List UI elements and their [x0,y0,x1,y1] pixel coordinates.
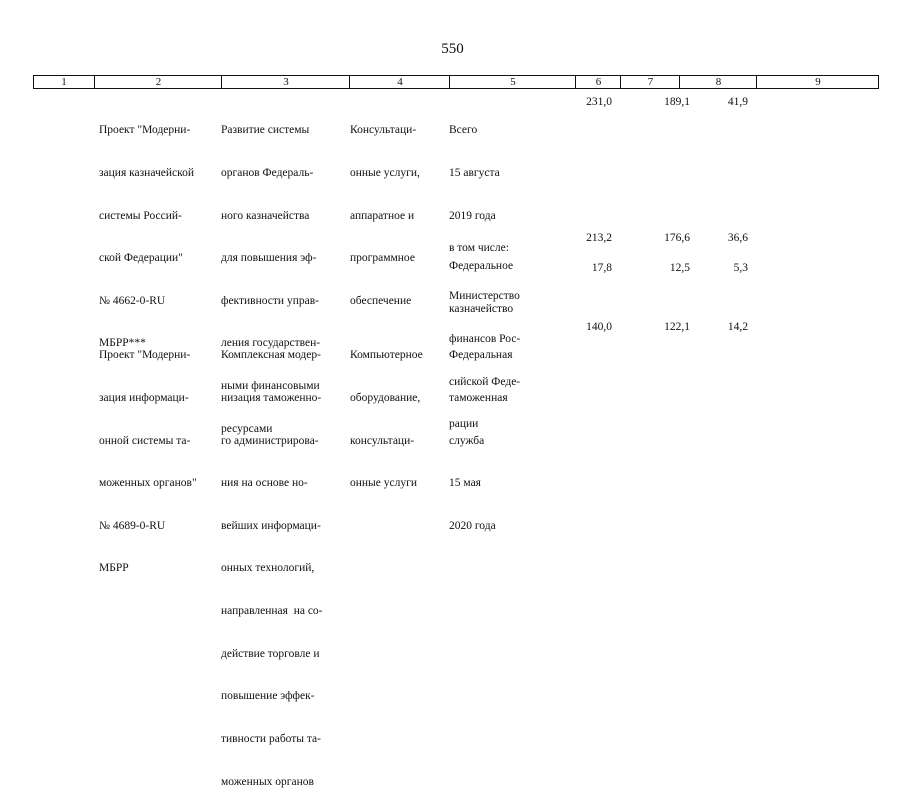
cell-line: Всего [449,124,478,137]
project-purpose-cell [221,320,323,803]
cell-line: Развитие системы [221,124,310,137]
col6-value: 231,0 [586,96,612,108]
page-number: 550 [441,41,464,57]
cell-line: системы Россий- [99,209,182,222]
cell-line: ными финансовыми [221,380,320,393]
cell-line: МБРР*** [99,337,146,350]
cell-line: Федеральное [449,260,514,273]
column-header-6: 6 [575,76,621,88]
cell-line: 15 августа [449,167,500,180]
cell-line: онных технологий, [221,562,315,575]
cell-line: моженных органов [221,775,314,788]
column-header-3: 3 [221,76,350,88]
col8-value: 14,2 [727,321,748,333]
col7-value: 176,6 [664,232,690,244]
cell-line: ления государствен- [221,337,321,350]
cell-line: фективности управ- [221,294,319,307]
cell-line: обеспечение [350,294,412,307]
cell-line: рации [449,418,479,431]
column-header-4: 4 [349,76,450,88]
cell-line: № 4689-0-RU [99,519,166,532]
column-header-5: 5 [449,76,576,88]
cell-line: оборудование, [350,392,421,405]
cell-line: направленная на со- [221,605,323,618]
cell-line: онные услуги [350,477,417,490]
cell-line: Комплексная модер- [221,349,321,362]
column-header-9: 9 [756,76,879,88]
cell-line: зация информаци- [99,392,189,405]
cell-line: Министерство [449,290,520,303]
col8-value: 5,3 [733,262,748,274]
col7-value: 12,5 [669,262,690,274]
cell-line: МБРР [99,562,129,575]
cell-line: Проект "Модерни- [99,349,191,362]
cell-line: го администрирова- [221,434,319,447]
cell-line: онной системы та- [99,434,191,447]
column-header-2: 2 [94,76,222,88]
cell-line: ской Федерации" [99,252,183,265]
cell-line: Консультаци- [350,124,417,137]
cell-line: действие торговле и [221,647,320,660]
col8-value: 36,6 [727,232,748,244]
cell-line: вейших информаци- [221,519,321,532]
cell-line: служба [449,434,485,447]
executor-cell [449,320,512,547]
cell-line: ресурсами [221,422,273,435]
cell-line: моженных органов" [99,477,197,490]
project-name-cell [99,320,197,590]
col7-value: 122,1 [664,321,690,333]
cell-line: для повышения эф- [221,252,317,265]
cell-line: финансов Рос- [449,333,521,346]
cell-line: консультаци- [350,434,415,447]
cell-line: низация таможенно- [221,392,322,405]
cell-line: программное [350,252,415,265]
col7-value: 189,1 [664,96,690,108]
cell-line: № 4662-0-RU [99,294,166,307]
cell-line: тивности работы та- [221,732,321,745]
cell-line: казначейство [449,303,514,316]
cell-line: Проект "Модерни- [99,124,191,137]
column-header-row [33,75,879,89]
cell-line: онные услуги, [350,167,420,180]
cell-line: ния на основе но- [221,477,308,490]
cell-line: Федеральная [449,349,513,362]
cell-line: 2020 года [449,519,496,532]
column-header-1: 1 [61,76,67,88]
column-header-8: 8 [679,76,757,88]
services-cell [350,95,420,322]
cell-line: зация казначейской [99,167,195,180]
cell-line: 2019 года [449,209,496,222]
col6-value: 140,0 [586,321,612,333]
cell-line: Компьютерное [350,349,423,362]
services-cell [350,320,423,505]
cell-line: повышение эффек- [221,690,315,703]
cell-line: 15 мая [449,477,481,490]
cell-line: сийской Феде- [449,375,521,388]
cell-line: в том числе: [449,242,509,255]
col6-value: 213,2 [586,232,612,244]
col6-value: 17,8 [591,262,612,274]
col8-value: 41,9 [727,96,748,108]
cell-line: ного казначейства [221,209,310,222]
cell-line: аппаратное и [350,209,415,222]
cell-line: органов Федераль- [221,167,314,180]
column-header-7: 7 [620,76,680,88]
cell-line: таможенная [449,392,508,405]
